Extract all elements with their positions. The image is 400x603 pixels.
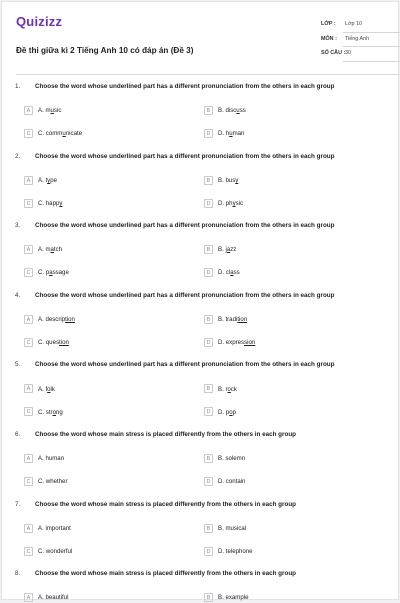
meta-divider (343, 61, 400, 62)
option-text (218, 478, 245, 485)
question-text: Choose the word whose underlined part has a different pronunciation from the others in each group (35, 291, 335, 299)
option-text-part: j (225, 246, 227, 254)
meta-label: MÔN : (321, 35, 337, 42)
option-text-part: C. (38, 547, 46, 555)
underlined-part: tion (59, 338, 69, 346)
option-text-part: wonderful (45, 547, 73, 555)
option-text-part: m (45, 246, 51, 254)
option-text-part: p (232, 408, 236, 416)
option-text-part: ss (233, 269, 240, 277)
option-text-part: B. (218, 594, 226, 602)
option-letter-box: A (24, 176, 33, 185)
option-text-part: nicate (65, 130, 83, 138)
underlined-part: o (52, 408, 56, 416)
option-text-part: C. (38, 130, 46, 138)
underlined-part: a (49, 269, 53, 277)
option-text (38, 594, 69, 601)
option-text-part: zz (230, 246, 237, 254)
option-text (38, 130, 82, 137)
worksheet-page (1, 1, 399, 600)
option-text-part: B. (218, 107, 226, 115)
option-text-part: B. (218, 385, 226, 393)
option-letter-box: B (204, 176, 213, 185)
option-text-part: whether (45, 478, 68, 486)
option-text-part: A. (38, 176, 46, 184)
option-text (38, 316, 75, 323)
underlined-part: a (226, 246, 231, 254)
option-text-part: cl (225, 269, 231, 277)
option-text-part: A. (38, 107, 46, 115)
option-text (38, 246, 62, 253)
option-text (218, 316, 247, 323)
option-text (218, 130, 244, 137)
option-text-part: A. (38, 315, 46, 323)
option-letter-box: A (24, 106, 33, 115)
option-text (218, 200, 243, 207)
underlined-part: u (50, 107, 54, 115)
option-letter-box: B (204, 593, 213, 602)
option-letter-box: C (24, 129, 33, 138)
option-text-part: D. (218, 547, 226, 555)
option-text-part: f (45, 385, 48, 393)
option-text-part: musical (225, 524, 247, 532)
option-text-part: str (45, 408, 53, 416)
option-text-part: tch (53, 246, 63, 254)
option-text-part: D. (218, 408, 226, 416)
option-text-part: sic (53, 107, 62, 115)
underlined-part: tion (65, 315, 75, 323)
option-text-part: D. (218, 199, 226, 207)
option-letter-box: C (24, 268, 33, 277)
underlined-part: tion (237, 315, 248, 323)
option-letter-box: D (204, 129, 213, 138)
underlined-part: o (229, 408, 233, 416)
option-text-part: sic (235, 199, 244, 207)
option-text-part: B. (218, 246, 226, 254)
option-text-part: human (45, 455, 65, 463)
question-number: 7. (15, 500, 21, 508)
option-text-part: h (225, 130, 230, 138)
option-text-part: lk (50, 385, 55, 393)
underlined-part: sion (244, 338, 256, 346)
underlined-part: y (235, 176, 239, 184)
option-text-part: C. (38, 338, 46, 346)
question-text: Choose the word whose main stress is placed differently from the others in each group (35, 500, 297, 508)
option-text (38, 107, 61, 114)
option-text-part: expres (225, 338, 245, 346)
option-text-part: C. (38, 199, 46, 207)
option-text-part: D. (218, 478, 226, 486)
option-text-part: disc (225, 107, 237, 115)
option-text-part: A. (38, 455, 46, 463)
underlined-part: o (47, 385, 51, 393)
question-text: Choose the word whose underlined part has a different pronunciation from the others in each group (35, 222, 335, 230)
option-text-part: p (45, 269, 50, 277)
header-divider (16, 74, 400, 75)
option-text (218, 594, 249, 601)
option-letter-box: B (204, 524, 213, 533)
option-text-part: bus (225, 176, 236, 184)
option-text-part: B. (218, 315, 226, 323)
option-text (218, 455, 245, 462)
underlined-part: u (62, 130, 66, 138)
option-letter-box: A (24, 593, 33, 602)
option-text (218, 246, 236, 253)
option-text (218, 107, 246, 114)
option-letter-box: A (24, 245, 33, 254)
meta-label: SỐ CÂU : (321, 50, 346, 56)
meta-value: Lớp 10 (345, 21, 363, 27)
option-text (38, 177, 57, 184)
question-number: 6. (15, 431, 21, 438)
option-text (38, 409, 63, 416)
option-text-part: ques (45, 338, 60, 346)
option-letter-box: C (24, 407, 33, 416)
option-letter-box: D (204, 477, 213, 486)
option-text (218, 548, 253, 555)
option-text-part: important (45, 524, 71, 532)
option-text-part: ph (225, 199, 233, 207)
option-text-part: D. (218, 338, 226, 346)
option-text (218, 525, 246, 532)
option-text-part: ng (55, 408, 63, 416)
meta-row-count (321, 47, 400, 62)
option-text-part: ssage (52, 269, 69, 277)
underlined-part: y (232, 199, 236, 207)
page-title: Đề thi giữa kì 2 Tiếng Anh 10 có đáp án (Đề 3) (16, 46, 194, 55)
option-text-part: D. (218, 269, 226, 277)
option-text-part: p (225, 408, 230, 416)
quizizz-logo: Quizizz (16, 14, 63, 29)
meta-value: 30 (345, 50, 351, 56)
option-letter-box: C (24, 547, 33, 556)
option-letter-box: D (204, 199, 213, 208)
option-text (218, 409, 236, 416)
meta-row-subject (321, 33, 400, 48)
option-text (38, 478, 67, 485)
option-text (218, 386, 237, 393)
question-number: 5. (15, 361, 21, 369)
meta-value: Tiếng Anh (345, 35, 370, 42)
option-text-part: C. (38, 269, 46, 277)
option-letter-box: D (204, 338, 213, 347)
option-text-part: comm (45, 130, 63, 138)
question-text: Choose the word whose underlined part has a different pronunciation from the others in each group (35, 361, 335, 369)
option-text-part: C. (38, 408, 46, 416)
option-letter-box: C (24, 338, 33, 347)
option-letter-box: A (24, 384, 33, 393)
option-text (218, 339, 255, 346)
question-number: 1. (15, 83, 21, 90)
option-text (218, 269, 240, 276)
worksheet-header (16, 14, 388, 70)
option-text-part: solemn (225, 455, 246, 463)
option-text (38, 386, 55, 393)
worksheet-meta (321, 18, 400, 62)
option-text-part: A. (38, 246, 46, 254)
question-text: Choose the word whose underlined part has a different pronunciation from the others in each group (35, 83, 335, 90)
option-text-part: telephone (225, 547, 253, 555)
option-text-part: B. (218, 455, 226, 463)
option-text (38, 455, 64, 462)
option-letter-box: A (24, 315, 33, 324)
option-text (218, 177, 238, 184)
option-text-part: m (45, 107, 51, 115)
option-text-part: C. (38, 478, 46, 486)
option-letter-box: C (24, 199, 33, 208)
question-number: 3. (15, 222, 21, 230)
option-text-part: descrip (45, 315, 66, 323)
option-text-part: ck (230, 385, 237, 393)
underlined-part: a (230, 269, 234, 277)
underlined-part: u (229, 130, 233, 138)
option-text (38, 548, 72, 555)
option-text (38, 200, 62, 207)
option-letter-box: A (24, 524, 33, 533)
option-letter-box: B (204, 106, 213, 115)
question-text: Choose the word whose main stress is placed differently from the others in each group (35, 570, 297, 578)
option-text-part: example (225, 594, 249, 602)
option-letter-box: A (24, 454, 33, 463)
option-letter-box: B (204, 384, 213, 393)
option-text-part: B. (218, 524, 226, 532)
meta-label: LỚP : (321, 21, 336, 27)
option-text (38, 339, 69, 346)
question-number: 2. (15, 152, 21, 160)
question-number: 8. (15, 570, 21, 578)
option-text-part: pe (50, 176, 57, 184)
underlined-part: u (236, 107, 240, 115)
underlined-part: o (227, 385, 231, 393)
option-letter-box: D (204, 547, 213, 556)
option-text-part: beautiful (45, 594, 69, 602)
option-text-part: A. (38, 594, 46, 602)
option-text-part: contain (225, 478, 246, 486)
option-text (38, 525, 71, 532)
option-letter-box: D (204, 268, 213, 277)
option-letter-box: B (204, 315, 213, 324)
option-text-part: t (45, 176, 48, 184)
option-text-part: ss (239, 107, 246, 115)
option-text-part: man (232, 130, 245, 138)
option-letter-box: B (204, 454, 213, 463)
option-letter-box: D (204, 407, 213, 416)
option-text-part: A. (38, 385, 46, 393)
underlined-part: y (59, 199, 63, 207)
option-text-part: happ (45, 199, 60, 207)
question-text: Choose the word whose underlined part has a different pronunciation from the others in each group (35, 152, 335, 160)
underlined-part: y (47, 176, 51, 184)
option-text-part: B. (218, 176, 226, 184)
option-text (38, 269, 69, 276)
question-text: Choose the word whose main stress is placed differently from the others in each group (35, 431, 297, 438)
underlined-part: a (50, 246, 54, 254)
option-letter-box: B (204, 245, 213, 254)
option-text-part: tradi (225, 315, 238, 323)
option-text-part: D. (218, 130, 226, 138)
meta-row-class (321, 18, 400, 33)
option-text-part: r (225, 385, 228, 393)
option-text-part: A. (38, 524, 46, 532)
question-number: 4. (15, 291, 21, 299)
option-letter-box: C (24, 477, 33, 486)
